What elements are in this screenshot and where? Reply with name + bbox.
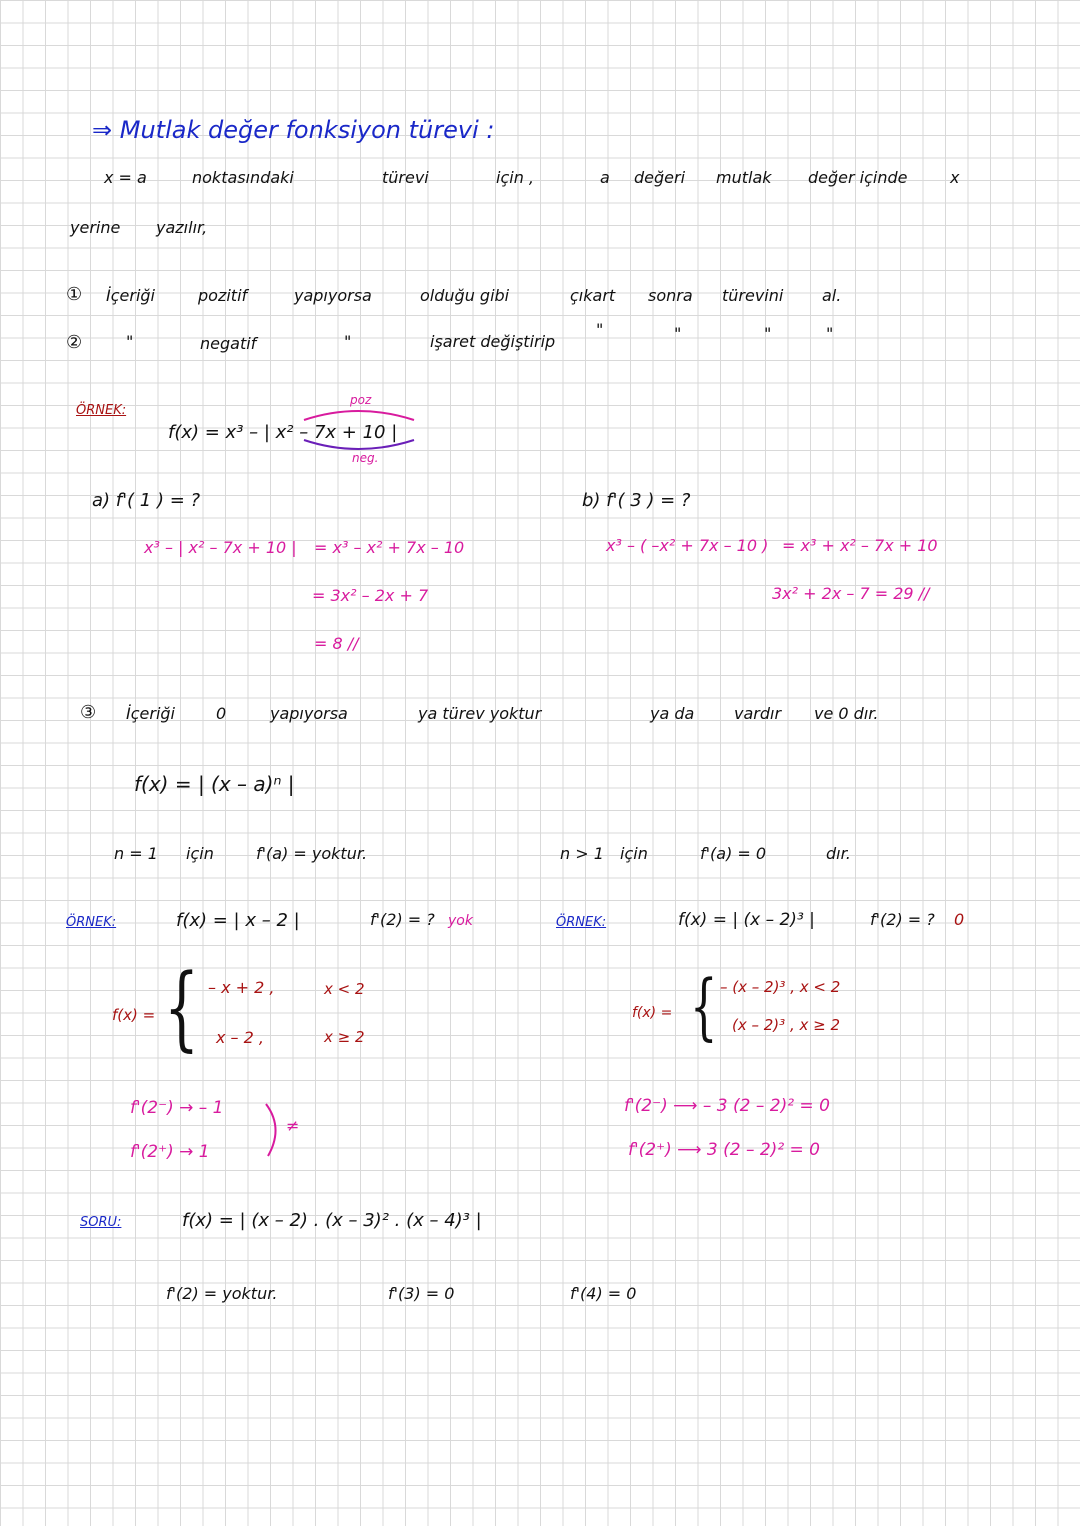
ditto-mark: ": [596, 320, 604, 339]
part-b-result: 3x² + 2x – 7 = 29 //: [772, 584, 930, 603]
right-derivative: f'(2⁺) → 1: [130, 1142, 210, 1162]
rule-number: ③: [80, 702, 97, 723]
intro-word: için ,: [496, 168, 534, 187]
rule-word: al.: [822, 286, 842, 305]
ditto-mark: ": [344, 332, 352, 351]
case-n1: n = 1: [114, 844, 158, 863]
example-question: f'(2) = ?: [870, 910, 935, 929]
rule-word: olduğu gibi: [420, 286, 510, 305]
left-brace: {: [164, 954, 200, 1061]
question-answer: f'(4) = 0: [570, 1284, 637, 1303]
not-equal-mark: ≠: [286, 1116, 300, 1135]
piecewise-lhs: f(x) =: [632, 1005, 673, 1021]
piecewise-lhs: f(x) =: [112, 1006, 156, 1024]
part-b-step: x³ – ( –x² + 7x – 10 ): [606, 536, 769, 555]
example-answer: yok: [448, 913, 473, 929]
piece-expression: x – 2 ,: [216, 1028, 264, 1047]
ditto-mark: ": [674, 324, 682, 343]
piece-row: – (x – 2)³ , x < 2: [720, 978, 841, 996]
rule-word: sonra: [648, 286, 693, 305]
example-label: ÖRNEK:: [66, 915, 117, 930]
case-n1: f'(a) = yoktur.: [256, 844, 368, 863]
rule3-function: f(x) = | (x – a)ⁿ |: [134, 772, 295, 796]
example-function: f(x) = | (x – 2)³ |: [678, 910, 815, 930]
part-a-result: = 8 //: [314, 634, 359, 653]
negative-note: neg.: [352, 451, 379, 465]
intro-word: değeri: [634, 168, 686, 187]
intro-word: yerine: [70, 218, 121, 237]
rule-word: pozitif: [198, 286, 248, 305]
rule-number: ①: [66, 284, 83, 305]
case-n1: için: [186, 844, 214, 863]
part-b-step: = x³ + x² – 7x + 10: [782, 536, 938, 555]
question-function: f(x) = | (x – 2) . (x – 3)² . (x – 4)³ |: [182, 1210, 482, 1231]
intro-word: türevi: [382, 168, 429, 187]
intro-word: noktasındaki: [192, 168, 294, 187]
case-n2: dır.: [826, 844, 851, 863]
part-a-step: = x³ – x² + 7x – 10: [314, 538, 465, 557]
example-function: f(x) = x³ – | x² – 7x + 10 |: [168, 422, 398, 443]
example-function: f(x) = | x – 2 |: [176, 910, 300, 931]
piece-condition: x < 2: [324, 980, 365, 998]
case-n2: için: [620, 844, 648, 863]
rule-word: 0: [216, 704, 227, 723]
rule-word: yapıyorsa: [270, 704, 348, 723]
rule-word: işaret değiştirip: [430, 332, 556, 351]
rule-word: İçeriği: [106, 286, 155, 305]
intro-word: mutlak: [716, 168, 772, 187]
case-n2: n > 1: [560, 844, 604, 863]
example-question: f'(2) = ?: [370, 910, 435, 929]
intro-word: x: [950, 168, 960, 187]
rule-word: türevini: [722, 286, 784, 305]
rule-number: ②: [66, 332, 83, 353]
case-n2: f'(a) = 0: [700, 844, 767, 863]
ditto-mark: ": [826, 324, 834, 343]
left-brace: {: [690, 964, 718, 1048]
part-b-question: b) f'( 3 ) = ?: [582, 490, 691, 511]
rule-word: negatif: [200, 334, 257, 353]
ditto-mark: ": [764, 324, 772, 343]
intro-word: x = a: [104, 168, 147, 187]
rule-word: ya türev yoktur: [418, 704, 542, 723]
rule-word: vardır: [734, 704, 782, 723]
part-a-question: a) f'( 1 ) = ?: [92, 490, 201, 511]
intro-word: değer içinde: [808, 168, 908, 187]
positive-note: poz: [350, 393, 372, 407]
example-label: ÖRNEK:: [76, 403, 127, 418]
bracket-stroke: [262, 1100, 288, 1160]
part-a-step: x³ – | x² – 7x + 10 |: [144, 538, 297, 557]
rule-word: İçeriği: [126, 704, 175, 723]
question-answer: f'(3) = 0: [388, 1284, 455, 1303]
question-label: SORU:: [80, 1215, 122, 1230]
rule-word: ya da: [650, 704, 695, 723]
page-title: ⇒ Mutlak değer fonksiyon türevi :: [92, 116, 495, 144]
rule-word: ve 0 dır.: [814, 704, 879, 723]
rule-word: yapıyorsa: [294, 286, 372, 305]
piece-expression: – x + 2 ,: [208, 978, 275, 997]
rule-word: çıkart: [570, 286, 616, 305]
left-derivative: f'(2⁻) ⟶ – 3 (2 – 2)² = 0: [624, 1096, 830, 1116]
piece-row: (x – 2)³ , x ≥ 2: [732, 1016, 841, 1034]
intro-word: a: [600, 168, 610, 187]
question-answer: f'(2) = yoktur.: [166, 1284, 278, 1303]
ditto-mark: ": [126, 332, 134, 351]
example-label: ÖRNEK:: [556, 915, 607, 930]
piece-condition: x ≥ 2: [324, 1028, 365, 1046]
intro-word: yazılır,: [156, 218, 208, 237]
right-derivative: f'(2⁺) ⟶ 3 (2 – 2)² = 0: [628, 1140, 820, 1160]
part-a-step: = 3x² – 2x + 7: [312, 586, 429, 605]
left-derivative: f'(2⁻) → – 1: [130, 1098, 224, 1118]
example-answer: 0: [954, 910, 965, 929]
